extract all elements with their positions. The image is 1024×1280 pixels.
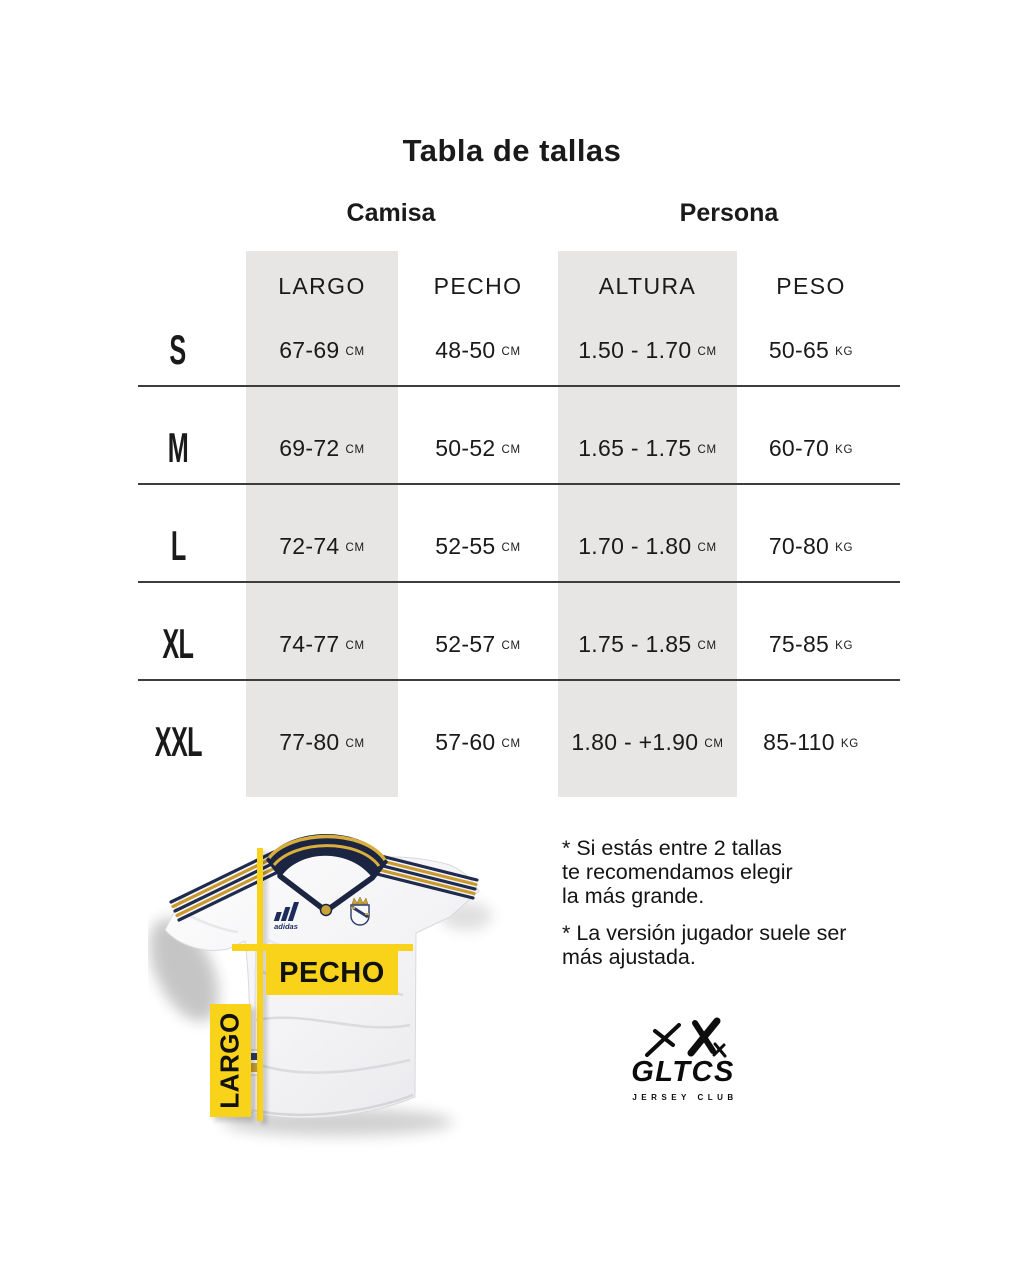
sparkles-icon bbox=[635, 1016, 731, 1058]
largo-measure-line bbox=[257, 848, 263, 1121]
group-header-persona: Persona bbox=[679, 199, 779, 227]
size-label-xxl bbox=[138, 720, 218, 764]
brand-logo bbox=[600, 1016, 766, 1102]
value: 50-52 bbox=[435, 434, 496, 461]
value: 1.65 - 1.75 bbox=[578, 434, 692, 461]
unit-label: CM bbox=[345, 444, 365, 456]
cell-xxl-pecho bbox=[398, 720, 558, 764]
cell-s-largo bbox=[246, 328, 398, 372]
unit-label: CM bbox=[345, 542, 365, 554]
value: 48-50 bbox=[435, 336, 496, 363]
unit-label: CM bbox=[697, 444, 717, 456]
column-header-altura: ALTURA bbox=[598, 272, 697, 299]
value: 57-60 bbox=[435, 728, 496, 755]
unit-label: KG bbox=[840, 738, 859, 750]
svg-text:adidas: adidas bbox=[274, 922, 298, 931]
unit-label: CM bbox=[697, 640, 717, 652]
value: 67-69 bbox=[279, 336, 340, 363]
sizing-notes bbox=[562, 836, 862, 969]
cell-s-pecho bbox=[398, 328, 558, 372]
size-text: L bbox=[170, 522, 186, 569]
value: 75-85 bbox=[768, 630, 830, 657]
value: 70-80 bbox=[768, 532, 830, 559]
cell-m-pecho bbox=[398, 426, 558, 470]
unit-label: CM bbox=[501, 640, 521, 652]
row-divider bbox=[138, 581, 900, 583]
unit-label: CM bbox=[697, 542, 717, 554]
cell-l-largo bbox=[246, 524, 398, 568]
group-header-camisa: Camisa bbox=[346, 199, 436, 227]
unit-label: CM bbox=[501, 738, 521, 750]
largo-measure-label bbox=[210, 1004, 251, 1117]
unit-label: CM bbox=[501, 346, 521, 358]
column-header-largo: LARGO bbox=[278, 272, 366, 299]
unit-label: KG bbox=[835, 346, 854, 358]
cell-xl-pecho bbox=[398, 622, 558, 666]
size-label-xl bbox=[138, 622, 218, 666]
pecho-measure-label bbox=[266, 951, 398, 995]
value: 85-110 bbox=[763, 728, 835, 755]
value: 77-80 bbox=[279, 728, 340, 755]
cell-m-altura bbox=[558, 426, 737, 470]
value: 1.80 - +1.90 bbox=[571, 728, 699, 755]
unit-label: CM bbox=[345, 346, 365, 358]
note-line: * Si estás entre 2 tallas bbox=[562, 836, 782, 860]
row-divider bbox=[138, 483, 900, 485]
column-header-pecho: PECHO bbox=[433, 272, 523, 299]
column-header-peso: PESO bbox=[776, 272, 846, 299]
cell-m-largo bbox=[246, 426, 398, 470]
row-divider bbox=[138, 385, 900, 387]
value: 1.50 - 1.70 bbox=[578, 336, 692, 363]
pecho-measure-line bbox=[232, 944, 413, 951]
value: 74-77 bbox=[279, 630, 340, 657]
cell-xxl-altura bbox=[558, 720, 737, 764]
cell-l-peso bbox=[737, 524, 885, 568]
cell-s-altura bbox=[558, 328, 737, 372]
unit-label: CM bbox=[345, 640, 365, 652]
note-line: la más grande. bbox=[562, 884, 705, 908]
cell-s-peso bbox=[737, 328, 885, 372]
cell-xl-peso bbox=[737, 622, 885, 666]
pecho-label-text: PECHO bbox=[279, 956, 385, 989]
note-line: más ajustada. bbox=[562, 945, 696, 969]
club-crest-icon bbox=[351, 897, 369, 925]
cell-m-peso bbox=[737, 426, 885, 470]
cell-xl-altura bbox=[558, 622, 737, 666]
brand-tagline: JERSEY CLUB bbox=[632, 1093, 738, 1102]
unit-label: KG bbox=[835, 542, 854, 554]
value: 50-65 bbox=[768, 336, 830, 363]
value: 52-55 bbox=[435, 532, 496, 559]
size-text: M bbox=[167, 424, 189, 471]
brand-name: GLTCS bbox=[631, 1056, 735, 1088]
value: 69-72 bbox=[279, 434, 340, 461]
cell-l-altura bbox=[558, 524, 737, 568]
size-text: S bbox=[169, 326, 187, 373]
value: 72-74 bbox=[279, 532, 340, 559]
unit-label: CM bbox=[704, 738, 724, 750]
cell-l-pecho bbox=[398, 524, 558, 568]
value: 1.70 - 1.80 bbox=[578, 532, 692, 559]
cell-xxl-peso bbox=[737, 720, 885, 764]
size-label-s bbox=[138, 328, 218, 372]
row-divider bbox=[138, 679, 900, 681]
unit-label: KG bbox=[835, 640, 854, 652]
size-text: XL bbox=[162, 620, 194, 667]
value: 52-57 bbox=[435, 630, 496, 657]
note-line: te recomendamos elegir bbox=[562, 860, 793, 884]
size-text: XXL bbox=[154, 718, 202, 765]
largo-label-text: LARGO bbox=[215, 1012, 246, 1109]
collar-badge bbox=[321, 905, 332, 916]
unit-label: CM bbox=[501, 542, 521, 554]
cell-xl-largo bbox=[246, 622, 398, 666]
unit-label: CM bbox=[345, 738, 365, 750]
note-line: * La versión jugador suele ser bbox=[562, 921, 847, 945]
unit-label: KG bbox=[835, 444, 854, 456]
size-label-m bbox=[138, 426, 218, 470]
value: 60-70 bbox=[768, 434, 830, 461]
unit-label: CM bbox=[697, 346, 717, 358]
size-label-l bbox=[138, 524, 218, 568]
unit-label: CM bbox=[501, 444, 521, 456]
page-title: Tabla de tallas bbox=[402, 133, 622, 168]
value: 1.75 - 1.85 bbox=[578, 630, 692, 657]
cell-xxl-largo bbox=[246, 720, 398, 764]
